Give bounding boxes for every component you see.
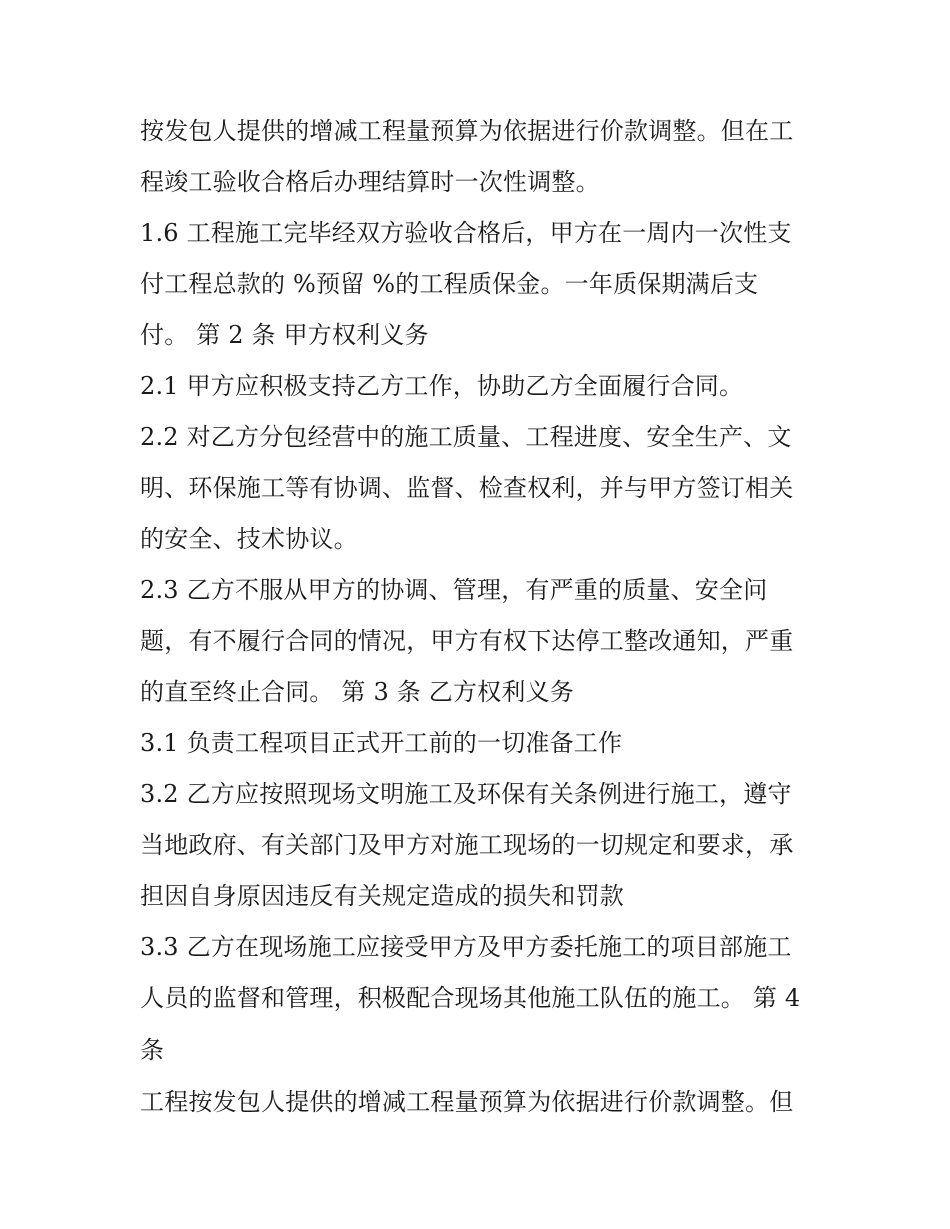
text-line: 的直至终止合同。 第 3 条 乙方权利义务 bbox=[140, 678, 574, 706]
text-line: 担因自身原因违反有关规定造成的损失和罚款 bbox=[140, 882, 624, 910]
text-line: 当地政府、有关部门及甲方对施工现场的一切规定和要求，承 bbox=[140, 831, 794, 859]
document-body bbox=[140, 106, 820, 1128]
text-line: 题，有不履行合同的情况，甲方有权下达停工整改通知，严重 bbox=[140, 627, 794, 655]
text-line: 2.2 对乙方分包经营中的施工质量、工程进度、安全生产、文 bbox=[140, 423, 792, 451]
text-line: 2.1 甲方应积极支持乙方工作，协助乙方全面履行合同。 bbox=[140, 372, 744, 400]
text-line: 3.1 负责工程项目正式开工前的一切准备工作 bbox=[140, 729, 623, 757]
text-line: 付。 第 2 条 甲方权利义务 bbox=[140, 321, 429, 349]
text-line: 条 bbox=[140, 1036, 165, 1064]
text-line: 3.2 乙方应按照现场文明施工及环保有关条例进行施工，遵守 bbox=[140, 780, 792, 808]
text-line: 按发包人提供的增减工程量预算为依据进行价款调整。但在工 bbox=[140, 117, 794, 145]
text-line: 明、环保施工等有协调、监督、检查权利，并与甲方签订相关 bbox=[140, 474, 794, 502]
text-line: 人员的监督和管理，积极配合现场其他施工队伍的施工。 第 4 bbox=[140, 984, 801, 1012]
text-line: 程竣工验收合格后办理结算时一次性调整。 bbox=[140, 168, 600, 196]
text-line: 2.3 乙方不服从甲方的协调、管理，有严重的质量、安全问 bbox=[140, 576, 768, 604]
text-line: 1.6 工程施工完毕经双方验收合格后，甲方在一周内一次性支 bbox=[140, 219, 792, 247]
text-line: 付工程总款的 %预留 %的工程质保金。一年质保期满后支 bbox=[140, 270, 759, 298]
text-line: 工程按发包人提供的增减工程量预算为依据进行价款调整。但 bbox=[140, 1088, 794, 1116]
text-line: 3.3 乙方在现场施工应接受甲方及甲方委托施工的项目部施工 bbox=[140, 933, 792, 961]
text-line: 的安全、技术协议。 bbox=[140, 525, 358, 553]
